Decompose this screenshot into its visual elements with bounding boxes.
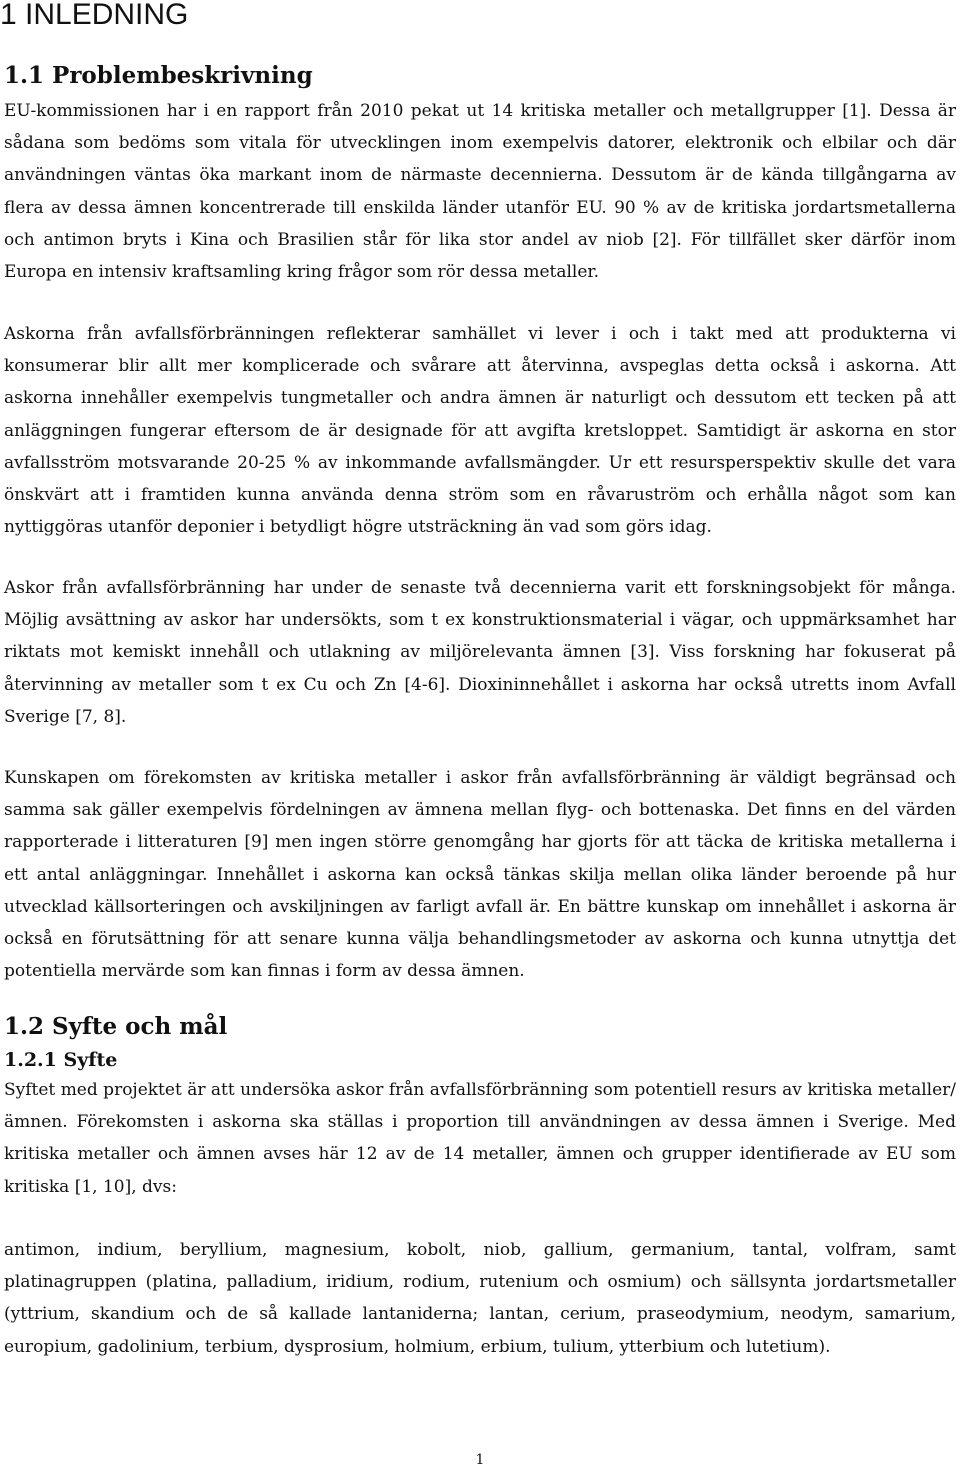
chapter-heading: 1 INLEDNING (0, 0, 189, 31)
paragraph-1: EU-kommissionen har i en rapport från 2010 pekat ut 14 kritiska metaller och metallgrupper [1]. Dessa är sådana som bedöms som vitala för utvecklingen inom exempelvis datorer, elektronik och elbilar och där användningen väntas öka markant inom de närmaste decennierna. Dessutom är de kända tillgångarna av flera av dessa ämnen koncentrerade till enskilda länder utanför EU. 90 % av de kritiska jordartsmetallerna och antimon bryts i Kina och Brasilien står för lika stor andel av niob [2]. För tillfället sker därför inom Europa en intensiv kraftsamling kring frågor som rör dessa metaller. (4, 101, 956, 283)
paragraph-4: Kunskapen om förekomsten av kritiska metaller i askor från avfallsförbränning är väldigt begränsad och samma sak gäller exempelvis fördelningen av ämnena mellan flyg- och bottenaska. Det finns en del värden rapporterade i litteraturen [9] men ingen större genomgång har gjorts för att täcka de kritiska metallerna i ett antal anläggningar. Innehållet i askorna kan också tänkas skilja mellan olika länder beroende på hur utvecklad källsorteringen och avskiljningen av farligt avfall är. En bättre kunskap om innehållet i askorna är också en förutsättning för att senare kunna välja behandlingsmetoder av askorna och kunna utnyttja det potentiella mervärde som kan finnas i form av dessa ämnen. (4, 768, 956, 982)
paragraph-6: antimon, indium, beryllium, magnesium, kobolt, niob, gallium, germanium, tantal, volfram, samt platinagruppen (platina, palladium, iridium, rodium, rutenium och osmium) och sällsynta jordartsmetaller (yttrium, skandium och de så kallade lantaniderna; lantan, cerium, praseodymium, neodym, samarium, europium, gadolinium, terbium, dysprosium, holmium, erbium, tulium, ytterbium och lutetium). (4, 1240, 956, 1357)
paragraph-2: Askorna från avfallsförbränningen reflekterar samhället vi lever i och i takt med att produkterna vi konsumerar blir allt mer komplicerade och svårare att återvinna, avspeglas detta också i askorna. Att askorna innehåller exempelvis tungmetaller och andra ämnen är naturligt och dessutom ett tecken på att anläggningen fungerar eftersom de är designade för att avgifta kretsloppet. Samtidigt är askorna en stor avfallsström motsvarande 20-25 % av inkommande avfallsmängder. Ur ett resursperspektiv skulle det vara önskvärt att i framtiden kunna använda denna ström som en råvaruström och erhålla något som kan nyttiggöras utanför deponier i betydligt högre utsträckning än vad som görs idag. (4, 324, 956, 538)
subsection-heading-syfte: 1.2.1 Syfte (4, 1049, 118, 1071)
paragraph-5: Syftet med projektet är att undersöka askor från avfallsförbränning som potentiell resurs av kritiska metaller/ämnen. Förekomsten i askorna ska ställas i proportion till användningen av dessa ämnen i Sverige. Med kritiska metaller och ämnen avses här 12 av de 14 metaller, ämnen och grupper identifierade av EU som kritiska [1, 10], dvs: (4, 1080, 956, 1197)
page-number: 1 (475, 1452, 485, 1468)
section-heading-problembeskrivning: 1.1 Problembeskrivning (4, 62, 313, 89)
section-heading-syfte-och-mal: 1.2 Syfte och mål (4, 1013, 228, 1040)
paragraph-3: Askor från avfallsförbränning har under de senaste två decennierna varit ett forskningsobjekt för många. Möjlig avsättning av askor har undersökts, som t ex konstruktionsmaterial i vägar, och uppmärksamhet har riktats mot kemiskt innehåll och utlakning av miljörelevanta ämnen [3]. Viss forskning har fokuserat på återvinning av metaller som t ex Cu och Zn [4-6]. Dioxininnehållet i askorna har också utretts inom Avfall Sverige [7, 8]. (4, 578, 956, 727)
